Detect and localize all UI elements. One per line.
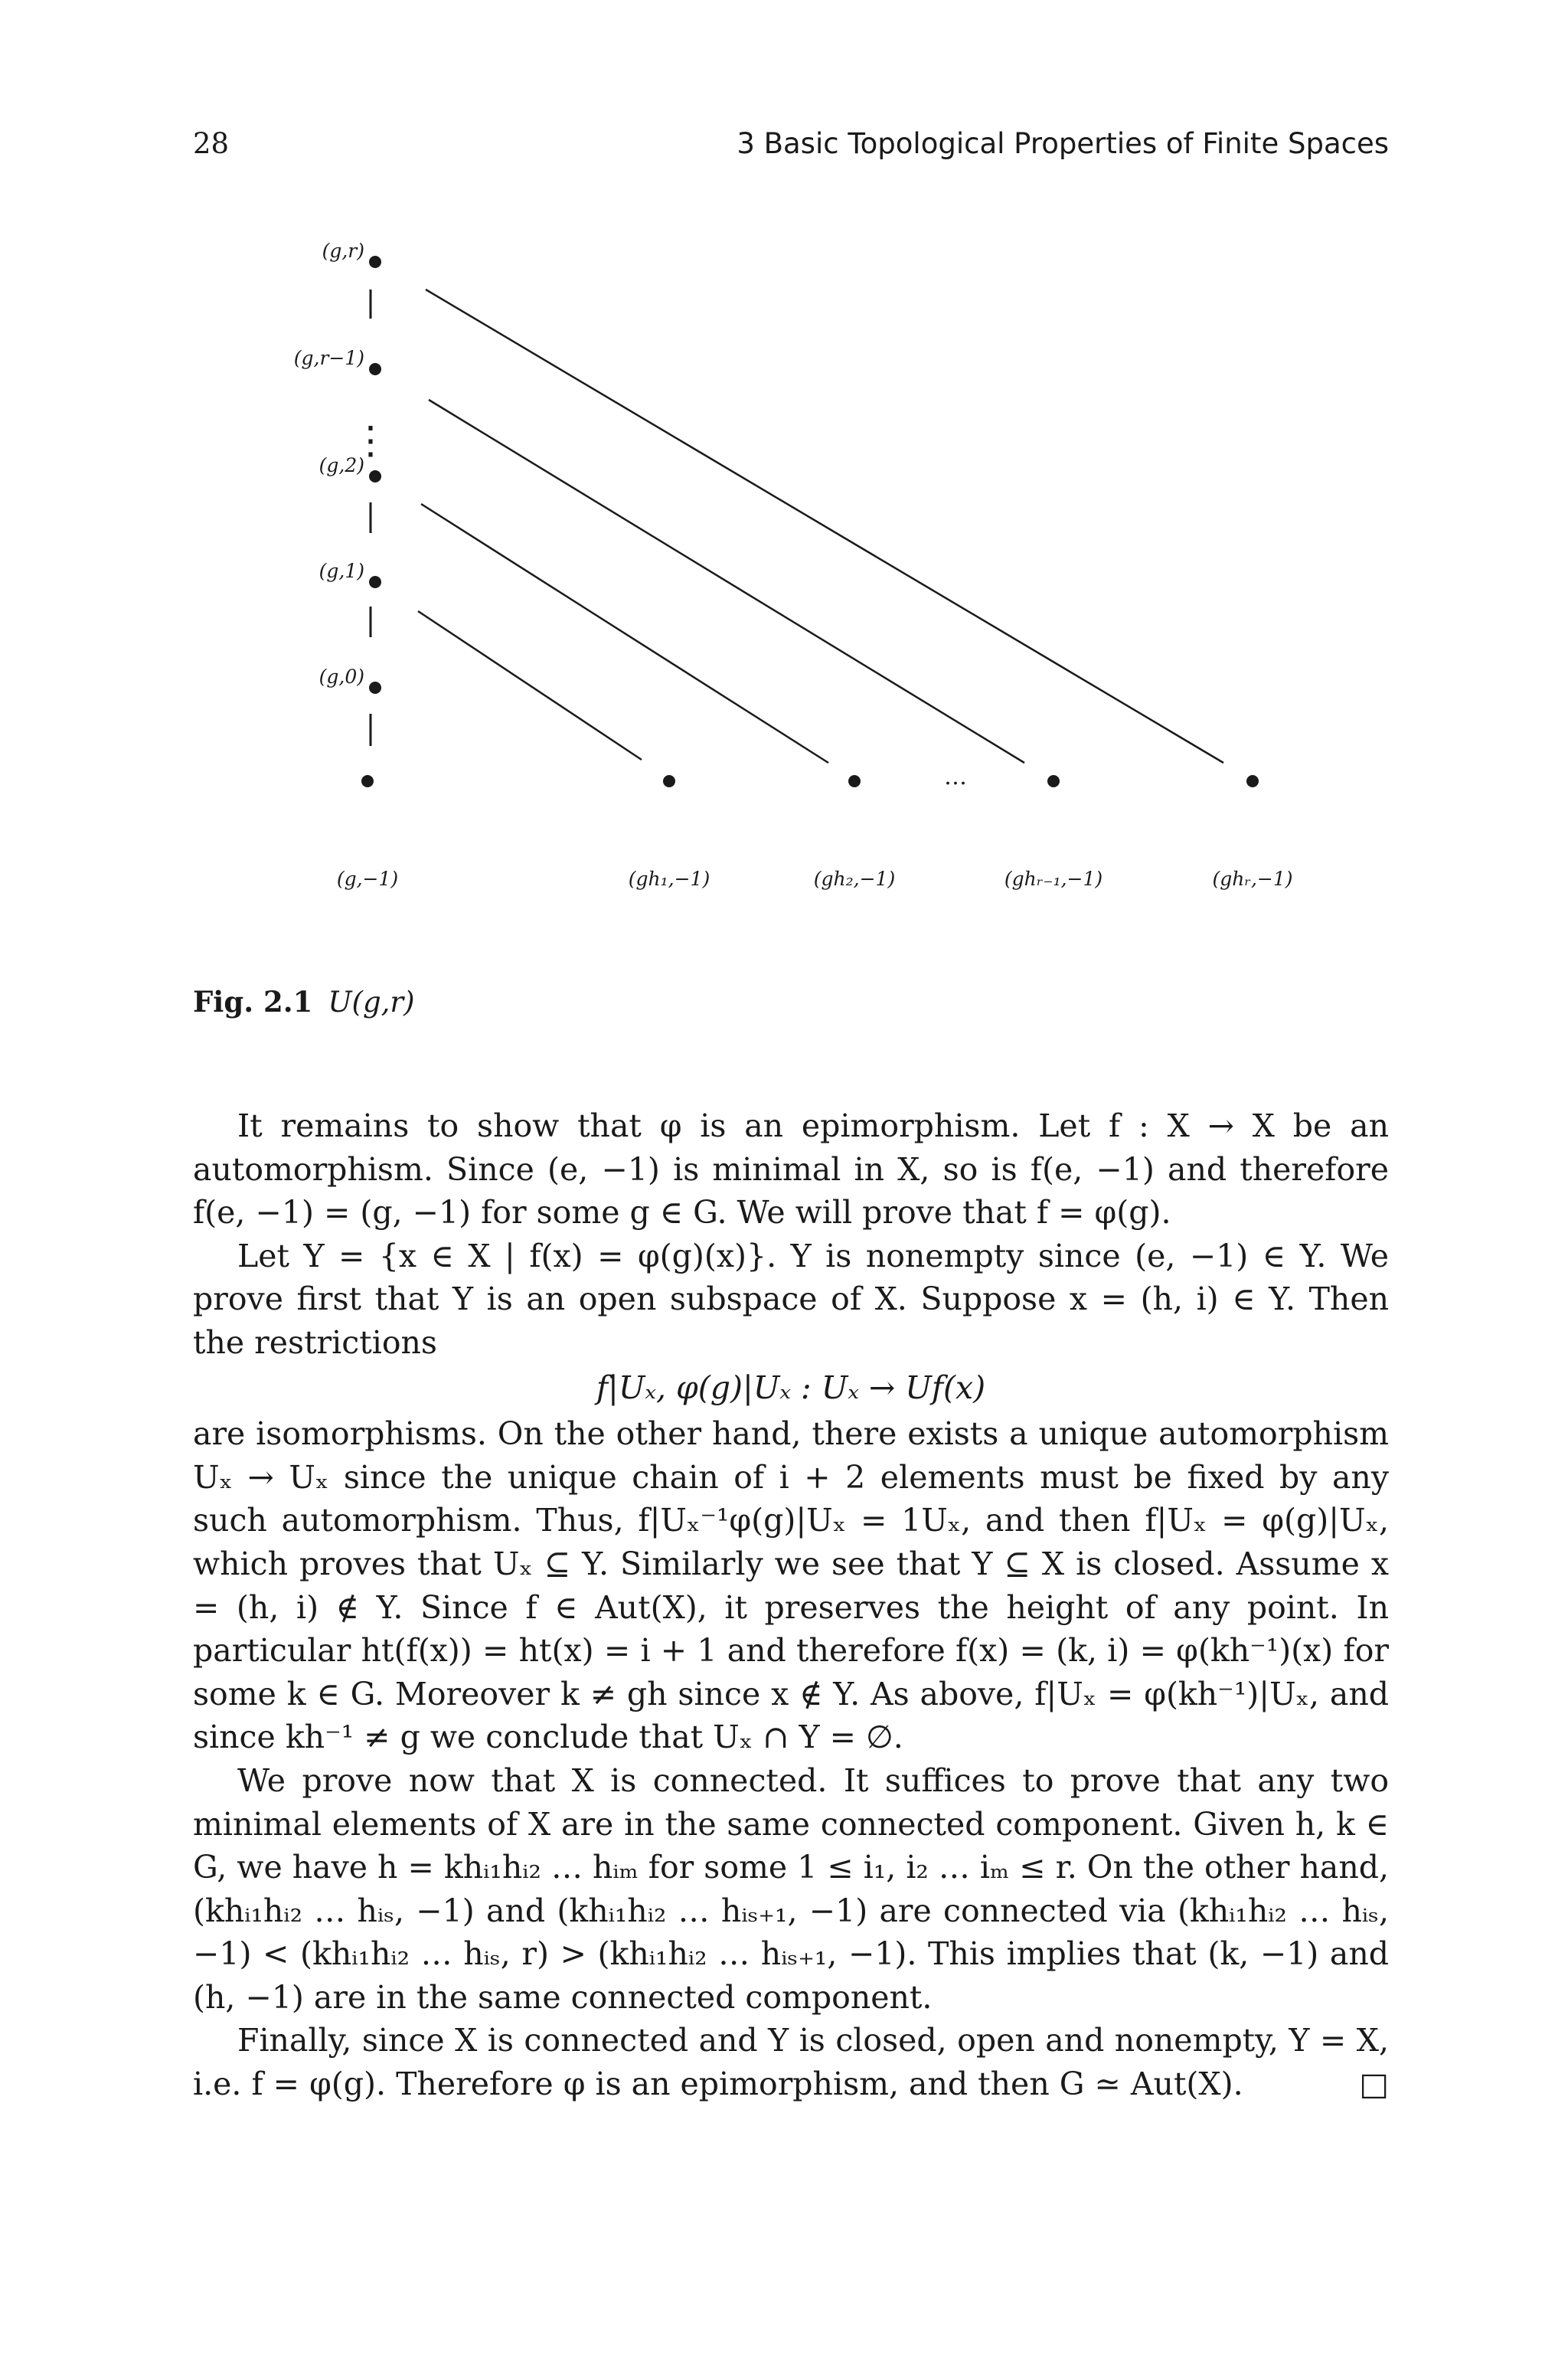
hasse-diagram [0, 0, 1568, 942]
paragraph-3: are isomorphisms. On the other hand, there exists a unique automorphism Uₓ → Uₓ since the unique chain of i + 2 elements must be fixed by any such automorphism. Thus, f|Uₓ⁻¹φ(g)|Uₓ = 1Uₓ, and then f|Uₓ = φ(g)|Uₓ, which proves that Uₓ ⊆ Y. Similarly we see that Y ⊆ X is closed. Assume x = (h, i) ∉ Y. Since f ∈ Aut(X), it preserves the height of any point. In particular ht(f(x)) = ht(x) = i + 1 and therefore f(x) = (k, i) = φ(kh⁻¹)(x) for some k ∈ G. Moreover k ≠ gh since x ∉ Y. As above, f|Uₓ = φ(kh⁻¹)|Uₓ, and since kh⁻¹ ≠ g we conclude that Uₓ ∩ Y = ∅. [193, 1415, 1389, 1756]
paragraph-5-text: Finally, since X is connected and Y is closed, open and nonempty, Y = X, i.e. f = φ(g). Therefore φ is an epimorphism, and then G ≃ Aut(X). [193, 2022, 1389, 2103]
body-text [193, 1104, 1389, 2106]
label-g-0: (g,0) [318, 666, 364, 688]
node-g-1 [369, 576, 381, 588]
paragraph-5 [193, 2019, 1389, 2105]
node-ghr [1246, 775, 1259, 787]
node-gh2 [848, 775, 861, 787]
label-gh1: (gh₁,−1) [628, 868, 710, 890]
chapter-title: 3 Basic Topological Properties of Finite Spaces [737, 127, 1389, 160]
qed-symbol: □ [1359, 2066, 1389, 2103]
paragraph-2: Let Y = {x ∈ X | f(x) = φ(g)(x)}. Y is nonempty since (e, −1) ∈ Y. We prove first that Y is an open subspace of X. Suppose x = (h, i) ∈ Y. Then the restrictions [193, 1237, 1389, 1361]
vertical-ellipsis: ⋮ [351, 418, 390, 463]
edge-gr-ghr [426, 289, 1223, 763]
edge-g1-gh1 [418, 611, 642, 760]
node-g-minus-1 [361, 775, 374, 787]
label-g-minus-1: (g,−1) [336, 868, 399, 890]
paragraph-4: We prove now that X is connected. It suffices to prove that any two minimal elements of X are in the same connected component. Given h, k ∈ G, we have h = khᵢ₁hᵢ₂ … hᵢₘ for some 1 ≤ i₁, i₂ … iₘ ≤ r. On the other hand, (khᵢ₁hᵢ₂ … hᵢₛ, −1) and (khᵢ₁hᵢ₂ … hᵢₛ₊₁, −1) are connected via (khᵢ₁hᵢ₂ … hᵢₛ, −1) < (khᵢ₁hᵢ₂ … hᵢₛ, r) > (khᵢ₁hᵢ₂ … hᵢₛ₊₁, −1). This implies that (k, −1) and (h, −1) are in the same connected component. [193, 1761, 1389, 2016]
hasse-diagram-figure [0, 0, 1568, 942]
label-ghr: (ghᵣ,−1) [1212, 868, 1293, 890]
horizontal-ellipsis: … [944, 764, 967, 790]
node-gh1 [663, 775, 675, 787]
edge-gr1-ghr1 [429, 400, 1024, 763]
node-g-0 [369, 682, 381, 694]
node-g-2 [369, 470, 381, 482]
label-g-r-minus-1: (g,r−1) [293, 347, 364, 369]
label-ghr-minus-1: (ghᵣ₋₁,−1) [1004, 868, 1103, 890]
node-g-r [369, 256, 381, 268]
page-number: 28 [193, 127, 230, 160]
display-equation: f|Uₓ, φ(g)|Uₓ : Uₓ → Uf(x) [596, 1369, 986, 1406]
figure-caption-text: U(g,r) [328, 986, 415, 1019]
label-g-r: (g,r) [322, 240, 364, 262]
node-g-r-minus-1 [369, 363, 381, 375]
label-g-2: (g,2) [318, 454, 364, 476]
node-ghr-minus-1 [1047, 775, 1060, 787]
paragraph-1: It remains to show that φ is an epimorphism. Let f : X → X be an automorphism. Since (e, −1) is minimal in X, so is f(e, −1) and therefore f(e, −1) = (g, −1) for some g ∈ G. We will prove that f = φ(g). [193, 1107, 1389, 1232]
figure-caption [193, 985, 415, 1019]
edge-g2-gh2 [421, 504, 828, 763]
figure-caption-label: Fig. 2.1 [193, 985, 313, 1019]
label-g-1: (g,1) [318, 560, 364, 582]
label-gh2: (gh₂,−1) [813, 868, 896, 890]
